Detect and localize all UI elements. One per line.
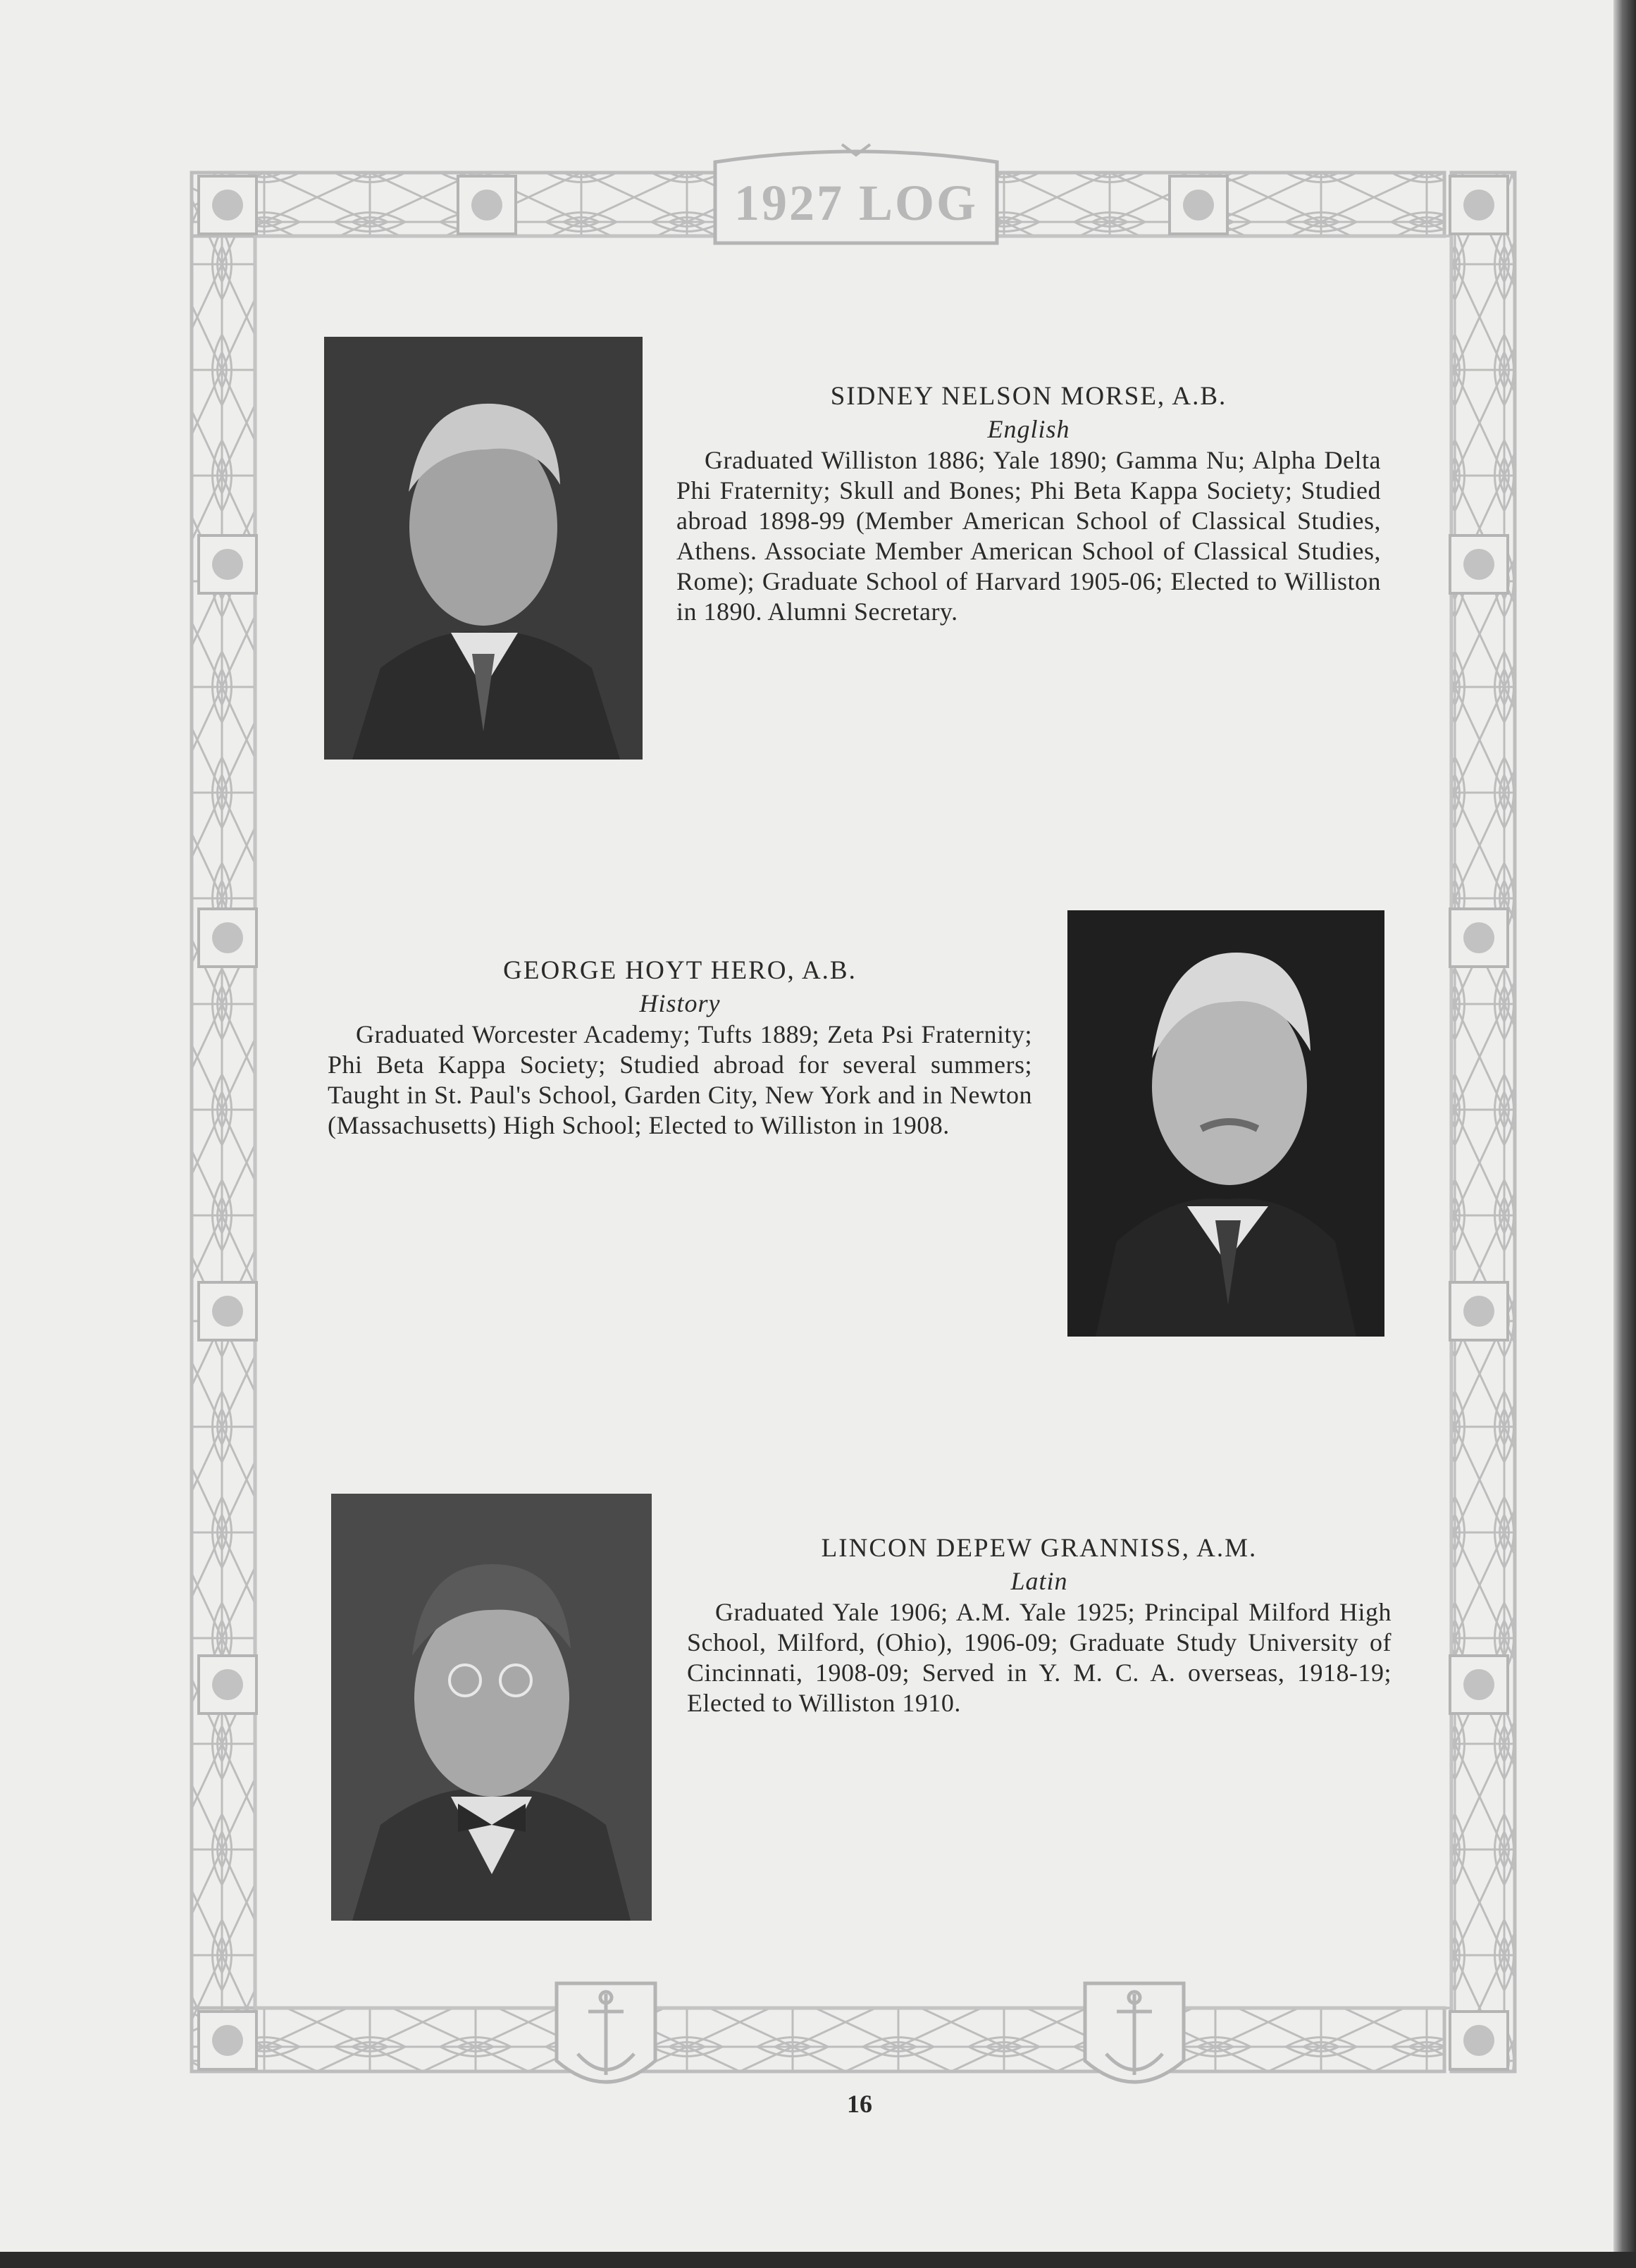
portrait-photo (331, 1494, 652, 1921)
portrait-photo (324, 337, 643, 760)
faculty-bio: Graduated Williston 1886; Yale 1890; Gamma Nu; Alpha Delta Phi Fraternity; Skull and Bones; Phi Beta Kappa Society; Studied abroad 1898-99 (Member American School of Classical Studies, Athens. Associate Member American School of Classical Studies, Rome); Graduate School of Harvard 1905-06; Elected to Williston in 1890. Alumni Secretary. (676, 446, 1381, 626)
faculty-subject: Latin (1010, 1567, 1068, 1595)
faculty-entry (676, 380, 1381, 627)
portrait-photo (1067, 910, 1384, 1337)
faculty-subject: English (987, 415, 1070, 443)
faculty-entry (328, 955, 1032, 1141)
page-number: 16 (847, 2090, 872, 2118)
banner-title: 1927 LOG (733, 174, 979, 231)
faculty-name: LINCON DEPEW GRANNISS, A.M. (821, 1534, 1258, 1563)
faculty-entry (687, 1532, 1392, 1718)
faculty-name: GEORGE HOYT HERO, A.B. (503, 956, 857, 985)
faculty-name: SIDNEY NELSON MORSE, A.B. (830, 382, 1227, 411)
faculty-bio: Graduated Yale 1906; A.M. Yale 1925; Principal Milford High School, Milford, (Ohio), 1906-09; Graduate Study University of Cincinnati, 1908-09; Served in Y. M. C. A. overseas, 1918-19; Elected to Williston 1910. (687, 1598, 1392, 1717)
faculty-subject: History (639, 989, 721, 1017)
header-banner (715, 168, 997, 238)
faculty-bio: Graduated Worcester Academy; Tufts 1889; Zeta Psi Fraternity; Phi Beta Kappa Society; Studied abroad for several summers; Taught in St. Paul's School, Garden City, New York and in Newton (Massachusetts) High School; Elected to Williston in 1908. (328, 1020, 1032, 1139)
